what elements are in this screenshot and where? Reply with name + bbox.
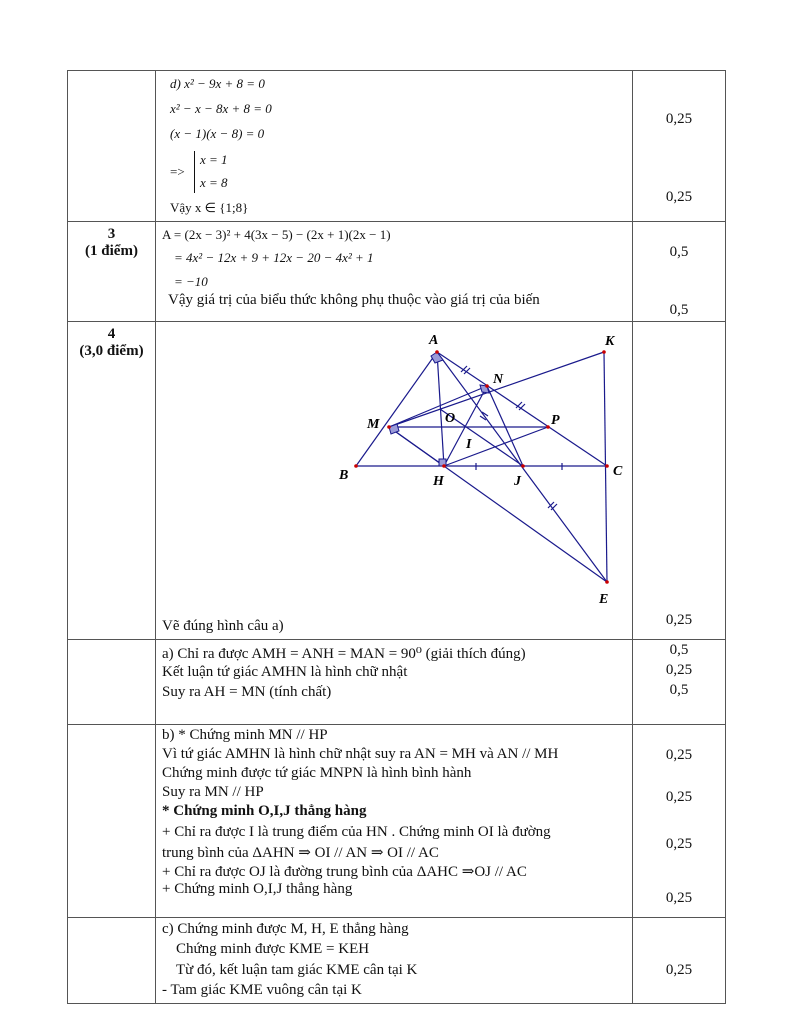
point-value: 0,25 bbox=[665, 789, 693, 805]
point-value: 0,25 bbox=[665, 890, 693, 906]
label-N: N bbox=[493, 372, 504, 387]
point-value: 0,25 bbox=[665, 189, 693, 205]
solution-line: x = 8 bbox=[200, 175, 228, 190]
proof-heading: b) * Chứng minh MN // HP bbox=[162, 727, 328, 743]
question-cell bbox=[68, 640, 156, 725]
question-cell bbox=[68, 322, 156, 640]
label-I: I bbox=[466, 437, 472, 452]
equation-line: x² − x − 8x + 8 = 0 bbox=[170, 101, 272, 116]
proof-line: Chứng minh được KME = KEH bbox=[176, 941, 370, 957]
row-part-b bbox=[68, 725, 726, 918]
proof-line: Vì tứ giác AMHN là hình chữ nhật suy ra AN = MH và AN // MH bbox=[162, 746, 559, 762]
content-cell bbox=[156, 71, 633, 222]
implies-arrow: => bbox=[170, 164, 185, 179]
points-cell bbox=[633, 918, 726, 1004]
proof-line: trung bình của ΔAHN ⇒ OI // AN ⇒ OI // AC bbox=[162, 845, 439, 861]
point-value: 0,5 bbox=[669, 244, 689, 260]
points-cell bbox=[633, 640, 726, 725]
question-number: 4 bbox=[107, 326, 116, 342]
question-number: 3 bbox=[107, 226, 116, 242]
points-cell bbox=[633, 222, 726, 322]
proof-line: Suy ra AH = MN (tính chất) bbox=[162, 684, 332, 700]
point-value: 0,5 bbox=[669, 642, 689, 658]
question-score: (3,0 điểm) bbox=[79, 343, 144, 359]
points-cell bbox=[633, 71, 726, 222]
row-question-3 bbox=[68, 222, 726, 322]
content-cell bbox=[156, 918, 633, 1004]
proof-heading: * Chứng minh O,I,J thẳng hàng bbox=[162, 803, 367, 819]
point-value: 0,5 bbox=[669, 682, 689, 698]
proof-line: Suy ra MN // HP bbox=[162, 784, 264, 800]
row-question-2 bbox=[68, 71, 726, 222]
conclusion-line: Vậy x ∈ {1;8} bbox=[170, 200, 249, 215]
row-part-a bbox=[68, 640, 726, 725]
label-E: E bbox=[599, 592, 609, 607]
label-H: H bbox=[433, 474, 444, 489]
question-cell bbox=[68, 918, 156, 1004]
label-P: P bbox=[551, 413, 560, 428]
label-J: J bbox=[514, 474, 521, 489]
expression-line: = −10 bbox=[174, 274, 208, 289]
proof-line: c) Chứng minh được M, H, E thẳng hàng bbox=[162, 921, 409, 937]
point-value: 0,25 bbox=[665, 612, 693, 628]
proof-line: + Chỉ ra được OJ là đường trung bình của ΔAHC ⇒OJ // AC bbox=[162, 864, 527, 880]
solution-line: x = 1 bbox=[200, 152, 228, 167]
proof-line: - Tam giác KME vuông cân tại K bbox=[162, 982, 362, 998]
proof-line: Kết luận tứ giác AMHN là hình chữ nhật bbox=[162, 664, 408, 680]
row-part-c bbox=[68, 918, 726, 1004]
expression-line: A = (2x − 3)² + 4(3x − 5) − (2x + 1)(2x − 1) bbox=[162, 227, 391, 242]
proof-line: Chứng minh được tứ giác MNPN là hình bình hành bbox=[162, 765, 472, 781]
point-value: 0,25 bbox=[665, 111, 693, 127]
figure-cell bbox=[156, 322, 633, 640]
question-score: (1 điểm) bbox=[85, 243, 138, 259]
proof-line: + Chứng minh O,I,J thẳng hàng bbox=[162, 881, 353, 897]
row-question-4 bbox=[68, 322, 726, 640]
label-O: O bbox=[445, 411, 456, 426]
point-value: 0,5 bbox=[669, 302, 689, 318]
conclusion-line: Vậy giá trị của biểu thức không phụ thuộc vào giá trị của biến bbox=[168, 292, 540, 308]
figure-caption: Vẽ đúng hình câu a) bbox=[162, 618, 284, 634]
proof-line: a) Chỉ ra được AMH = ANH = MAN = 90⁰ (giải thích đúng) bbox=[162, 646, 526, 662]
equation-line: d) x² − 9x + 8 = 0 bbox=[170, 76, 265, 91]
points-cell bbox=[633, 322, 726, 640]
content-cell bbox=[156, 725, 633, 918]
point-value: 0,25 bbox=[665, 836, 693, 852]
proof-line: Từ đó, kết luận tam giác KME cân tại K bbox=[176, 962, 418, 978]
content-cell bbox=[156, 640, 633, 725]
system-bracket bbox=[194, 151, 195, 193]
proof-line: + Chỉ ra được I là trung điểm của HN . Chứng minh OI là đường bbox=[162, 824, 551, 840]
points-cell bbox=[633, 725, 726, 918]
point-value: 0,25 bbox=[665, 662, 693, 678]
answer-table bbox=[67, 70, 726, 1004]
label-K: K bbox=[605, 334, 615, 349]
label-M: M bbox=[367, 417, 380, 432]
content-cell bbox=[156, 222, 633, 322]
question-cell bbox=[68, 71, 156, 222]
point-value: 0,25 bbox=[665, 962, 693, 978]
equation-line: (x − 1)(x − 8) = 0 bbox=[170, 126, 265, 141]
question-cell bbox=[68, 222, 156, 322]
point-value: 0,25 bbox=[665, 747, 693, 763]
geometry-figure bbox=[156, 322, 633, 614]
label-C: C bbox=[613, 464, 623, 479]
expression-line: = 4x² − 12x + 9 + 12x − 20 − 4x² + 1 bbox=[174, 250, 374, 265]
label-A: A bbox=[429, 333, 439, 348]
question-cell bbox=[68, 725, 156, 918]
label-B: B bbox=[339, 468, 349, 483]
